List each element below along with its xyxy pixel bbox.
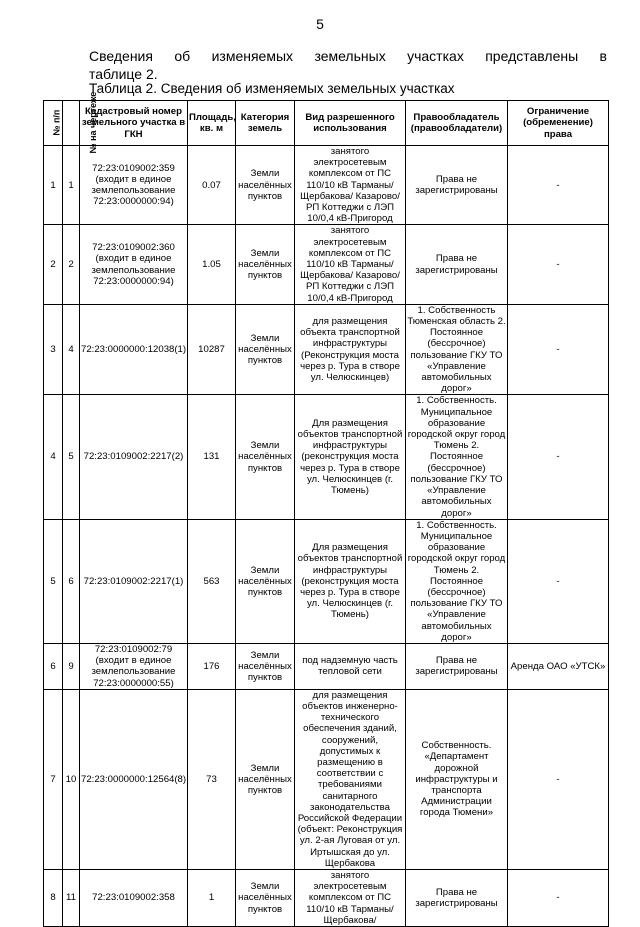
cell-n: 5 bbox=[44, 519, 63, 643]
cell-category: Земли населённых пунктов bbox=[236, 689, 295, 869]
cell-restriction: - bbox=[508, 146, 609, 225]
table-row bbox=[44, 870, 609, 927]
cell-category: Земли населённых пунктов bbox=[236, 643, 295, 689]
cell-area: 131 bbox=[188, 395, 236, 519]
table-row bbox=[44, 689, 609, 869]
cell-n: 2 bbox=[44, 225, 63, 304]
cell-holder: 1. Собственность. Муниципальное образование городской округ город Тюмень 2. Постоянное (бессрочное) пользование ГКУ ТО «Управление автомобильных дорог» bbox=[406, 395, 508, 519]
cell-area: 1 bbox=[188, 870, 236, 927]
cell-cadastral: 72:23:0109002:2217(2) bbox=[80, 395, 188, 519]
cell-restriction: - bbox=[508, 870, 609, 927]
header-holder: Правообладатель (правообладатели) bbox=[406, 101, 508, 146]
cell-n: 6 bbox=[44, 643, 63, 689]
table-row bbox=[44, 146, 609, 225]
header-restriction: Ограничение (обременение) права bbox=[508, 101, 609, 146]
cell-restriction: - bbox=[508, 304, 609, 395]
cell-n-drawing: 9 bbox=[63, 643, 80, 689]
cell-category: Земли населённых пунктов bbox=[236, 225, 295, 304]
cell-category: Земли населённых пунктов bbox=[236, 519, 295, 643]
cell-holder: Собственность. «Департамент дорожной инфраструктуры и транспорта Администрации города Тюмени» bbox=[406, 689, 508, 869]
cell-restriction: Аренда ОАО «УТСК» bbox=[508, 643, 609, 689]
cell-holder: 1. Собственность Тюменская область 2. Постоянное (бессрочное) пользование ГКУ ТО «Управление автомобильных дорог» bbox=[407, 304, 506, 395]
cell-category: Земли населённых пунктов bbox=[236, 146, 295, 225]
cell-n: 3 bbox=[44, 304, 63, 395]
table-row bbox=[44, 643, 609, 689]
cell-use: для размещения объекта транспортной инфраструктуры (Реконструкция моста через р. Тура в створе ул. Челюскинцев) bbox=[295, 304, 406, 395]
cell-n: 4 bbox=[44, 395, 63, 519]
cell-n-drawing: 11 bbox=[63, 870, 80, 927]
cell-holder: Права не зарегистрированы bbox=[406, 225, 508, 304]
table-row bbox=[44, 395, 609, 519]
cell-area: 563 bbox=[188, 519, 236, 643]
cell-cadastral: 72:23:0109002:358 bbox=[80, 870, 188, 927]
table-header-row bbox=[44, 101, 609, 146]
table-row bbox=[44, 519, 609, 643]
cell-restriction: - bbox=[508, 689, 609, 869]
cell-n: 7 bbox=[44, 689, 63, 869]
intro-text: Сведения об изменяемых земельных участках представлены в bbox=[89, 48, 607, 64]
intro-text-continued: таблице 2. bbox=[89, 66, 158, 82]
cell-use: под надземную часть тепловой сети bbox=[295, 643, 406, 689]
cell-cadastral: 72:23:0109002:360 (входит в единое землепользование 72:23:0000000:94) bbox=[80, 225, 188, 304]
cell-cadastral: 72:23:0109002:359 (входит в единое землепользование 72:23:0000000:94) bbox=[80, 146, 188, 225]
cell-use: занятого электросетевым комплексом от ПС 110/10 кВ Тарманы/Щербакова/ Казарово/ РП Коттеджи с ЛЭП 10/0,4 кВ-Пригород bbox=[295, 146, 406, 225]
cell-n-drawing: 4 bbox=[63, 304, 80, 395]
cell-cadastral: 72:23:0000000:12038(1) bbox=[80, 304, 188, 395]
cell-use: занятого электросетевым комплексом от ПС 110/10 кВ Тарманы/Щербакова/ Казарово/ РП Коттеджи с ЛЭП 10/0,4 кВ-Пригород bbox=[295, 225, 406, 304]
cell-use: Для размещения объектов транспортной инфраструктуры (реконструкция моста через р. Тура в створе ул. Челюскинцев (г. Тюмень) bbox=[295, 395, 406, 519]
table-row bbox=[44, 225, 609, 304]
cell-area: 1.05 bbox=[188, 225, 236, 304]
cell-category: Земли населённых пунктов bbox=[236, 870, 295, 927]
cell-area: 73 bbox=[188, 689, 236, 869]
cell-n-drawing: 10 bbox=[63, 689, 80, 869]
header-n-drawing: № на чертеже bbox=[63, 101, 80, 146]
cell-n-drawing: 5 bbox=[63, 395, 80, 519]
cell-holder: Права не зарегистрированы bbox=[406, 643, 508, 689]
cell-n-drawing: 1 bbox=[63, 146, 80, 225]
cell-cadastral: 72:23:0109002:2217(1) bbox=[80, 519, 188, 643]
cell-restriction: - bbox=[508, 225, 609, 304]
cell-n-drawing: 2 bbox=[63, 225, 80, 304]
cell-category: Земли населённых пунктов bbox=[236, 395, 295, 519]
cell-use: Для размещения объектов транспортной инфраструктуры (реконструкция моста через р. Тура в створе ул. Челюскинцев (г. Тюмень) bbox=[295, 519, 406, 643]
table-caption: Таблица 2. Сведения об изменяемых земельных участках bbox=[89, 81, 455, 96]
cell-use: занятого электросетевым комплексом от ПС 110/10 кВ Тарманы/Щербакова/ bbox=[295, 870, 406, 927]
cell-category: Земли населённых пунктов bbox=[236, 304, 295, 395]
cell-area: 0.07 bbox=[188, 146, 236, 225]
land-plots-table bbox=[43, 92, 609, 927]
header-area: Площадь, кв. м bbox=[188, 101, 236, 146]
cell-n-drawing: 6 bbox=[63, 519, 80, 643]
cell-use: для размещения объектов инженерно-технического обеспечения зданий, сооружений, допустимых к размещению в соответствии с требованиями санитарного законодательства Российской Федерации (объект: Реконструкция ул. 2-ая Луговая от ул. Иртышская до ул. Щербакова bbox=[295, 689, 406, 869]
header-cadastral: Кадастровый номер земельного участка в ГКН bbox=[80, 101, 188, 146]
cell-n: 1 bbox=[44, 146, 63, 225]
cell-holder: Права не зарегистрированы bbox=[406, 870, 508, 927]
table-row bbox=[44, 304, 609, 395]
cell-holder: 1. Собственность. Муниципальное образование городской округ город Тюмень 2. Постоянное (бессрочное) пользование ГКУ ТО «Управление автомобильных дорог» bbox=[406, 519, 508, 643]
cell-n: 8 bbox=[44, 870, 63, 927]
cell-cadastral: 72:23:0000000:12564(8) bbox=[80, 689, 188, 869]
cell-restriction: - bbox=[508, 519, 609, 643]
page-number: 5 bbox=[316, 16, 324, 32]
cell-area: 10287 bbox=[188, 304, 236, 395]
header-n: № п/п bbox=[44, 101, 63, 146]
cell-holder: Права не зарегистрированы bbox=[406, 146, 508, 225]
cell-cadastral: 72:23:0109002:79 (входит в единое землепользование 72:23:0000000:55) bbox=[80, 643, 188, 689]
header-use: Вид разрешенного использования bbox=[295, 101, 406, 146]
header-category: Категория земель bbox=[236, 101, 295, 146]
cell-area: 176 bbox=[188, 643, 236, 689]
cell-restriction: - bbox=[508, 395, 609, 519]
